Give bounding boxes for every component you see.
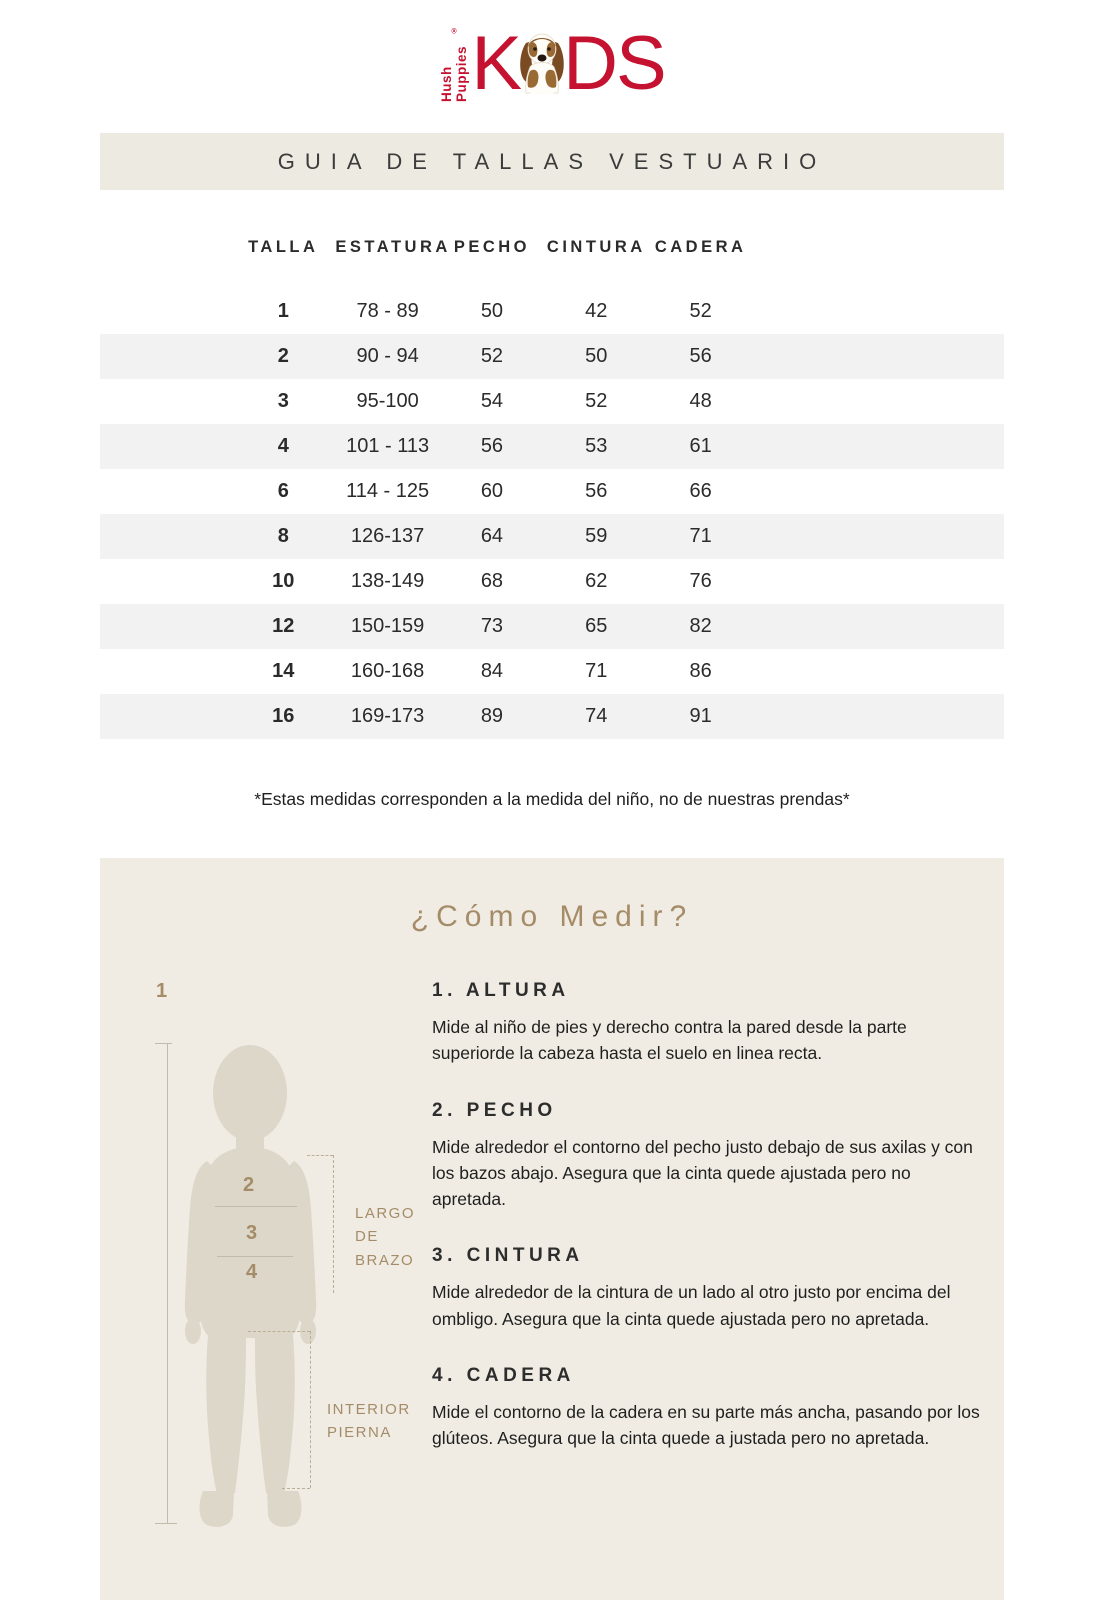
cell-pecho: 50 bbox=[480, 300, 504, 322]
arm-length-label: LARGO DE BRAZO bbox=[355, 1205, 416, 1269]
inseam-line-bottom-cap bbox=[282, 1488, 310, 1489]
cell-cintura: 71 bbox=[585, 660, 608, 682]
table-row bbox=[100, 649, 1004, 694]
cell-pecho: 54 bbox=[480, 390, 504, 412]
waist-marker-3: 3 bbox=[246, 1222, 258, 1244]
step-text: Mide al niño de pies y derecho contra la pared desde la parte superiorde la cabeza hasta el suelo en linea recta. bbox=[432, 1017, 907, 1064]
height-measure-line bbox=[167, 1044, 168, 1523]
child-measurement-figure bbox=[136, 958, 442, 1548]
column-header-cadera: CADERA bbox=[654, 237, 747, 256]
step-pecho bbox=[432, 1100, 980, 1213]
cell-estatura: 95-100 bbox=[356, 390, 419, 412]
height-line-bottom-cap bbox=[155, 1523, 177, 1524]
how-to-measure-section bbox=[100, 858, 1004, 1600]
cell-cadera: 91 bbox=[689, 705, 712, 727]
cell-cintura: 59 bbox=[585, 525, 608, 547]
cell-cintura: 50 bbox=[585, 345, 608, 367]
cell-cintura: 62 bbox=[585, 570, 608, 592]
chest-marker-2: 2 bbox=[243, 1174, 255, 1196]
cell-talla: 14 bbox=[272, 660, 295, 682]
cell-estatura: 101 - 113 bbox=[346, 435, 430, 457]
cell-talla: 3 bbox=[277, 390, 289, 412]
step-heading: 2. PECHO bbox=[432, 1099, 557, 1121]
cell-estatura: 160-168 bbox=[350, 660, 425, 682]
basset-hound-dog-icon bbox=[516, 26, 568, 103]
table-row bbox=[100, 694, 1004, 739]
height-marker-1: 1 bbox=[156, 980, 168, 1002]
cell-cadera: 52 bbox=[689, 300, 712, 322]
cell-talla: 12 bbox=[272, 615, 295, 637]
step-cintura bbox=[432, 1245, 980, 1332]
cell-talla: 1 bbox=[277, 300, 289, 322]
table-row bbox=[100, 559, 1004, 604]
cell-estatura: 78 - 89 bbox=[356, 300, 419, 322]
cell-cintura: 42 bbox=[585, 300, 608, 322]
step-altura bbox=[432, 980, 980, 1067]
cell-talla: 16 bbox=[272, 705, 295, 727]
table-row bbox=[100, 514, 1004, 559]
cell-cadera: 48 bbox=[689, 390, 712, 412]
cell-talla: 2 bbox=[277, 345, 289, 367]
step-text: Mide el contorno de la cadera en su parte más ancha, pasando por los glúteos. Asegura que la cinta quede a justada pero no apretada. bbox=[432, 1401, 980, 1448]
page-title: GUIA DE TALLAS VESTUARIO bbox=[277, 148, 827, 174]
cell-cadera: 82 bbox=[689, 615, 712, 637]
cell-cadera: 71 bbox=[689, 525, 712, 547]
table-row bbox=[100, 424, 1004, 469]
cell-pecho: 68 bbox=[480, 570, 504, 592]
brand-logo bbox=[0, 0, 1104, 108]
step-heading: 1. ALTURA bbox=[432, 980, 570, 1001]
cell-cintura: 52 bbox=[585, 390, 608, 412]
child-silhouette bbox=[183, 1043, 318, 1531]
cell-cadera: 86 bbox=[689, 660, 712, 682]
cell-pecho: 56 bbox=[480, 435, 504, 457]
step-cadera bbox=[432, 1365, 980, 1452]
cell-cintura: 56 bbox=[585, 480, 608, 502]
table-row bbox=[100, 289, 1004, 334]
column-header-estatura: ESTATURA bbox=[335, 237, 451, 256]
column-header-pecho: PECHO bbox=[453, 237, 531, 256]
cell-estatura: 150-159 bbox=[350, 615, 425, 637]
cell-pecho: 73 bbox=[480, 615, 504, 637]
waist-line bbox=[217, 1256, 293, 1257]
cell-cadera: 56 bbox=[689, 345, 712, 367]
table-row bbox=[100, 604, 1004, 649]
table-body bbox=[100, 289, 1004, 739]
cell-pecho: 52 bbox=[480, 345, 504, 367]
inseam-line bbox=[310, 1331, 311, 1488]
cell-estatura: 138-149 bbox=[350, 570, 425, 592]
chest-line bbox=[215, 1206, 297, 1207]
table-row bbox=[100, 379, 1004, 424]
step-heading: 3. CINTURA bbox=[432, 1245, 584, 1267]
measurement-disclaimer: *Estas medidas corresponden a la medida del niño, no de nuestras prendas* bbox=[254, 789, 850, 809]
cell-cadera: 76 bbox=[689, 570, 712, 592]
step-text: Mide alrededor de la cintura de un lado al otro justo por encima del ombligo. Asegura que la cinta quede ajustada pero no apretada. bbox=[432, 1282, 951, 1329]
brand-name: Hush Puppies bbox=[439, 45, 470, 102]
cell-cintura: 74 bbox=[585, 705, 608, 727]
cell-pecho: 89 bbox=[480, 705, 504, 727]
cell-cintura: 53 bbox=[585, 435, 608, 457]
cell-pecho: 64 bbox=[480, 525, 504, 547]
cell-talla: 6 bbox=[277, 480, 289, 502]
cell-cintura: 65 bbox=[585, 615, 608, 637]
cell-talla: 8 bbox=[277, 525, 289, 547]
table-row bbox=[100, 334, 1004, 379]
cell-estatura: 90 - 94 bbox=[356, 345, 419, 367]
size-table bbox=[100, 235, 1004, 739]
cell-estatura: 126-137 bbox=[350, 525, 425, 547]
inseam-label: INTERIOR PIERNA bbox=[327, 1401, 411, 1442]
cell-talla: 4 bbox=[277, 435, 289, 457]
kids-letter-k: K bbox=[471, 21, 521, 106]
column-header-talla: TALLA bbox=[248, 237, 319, 256]
table-header-row bbox=[100, 235, 1004, 259]
cell-pecho: 84 bbox=[480, 660, 504, 682]
cell-cadera: 61 bbox=[689, 435, 712, 457]
arm-length-line-top bbox=[307, 1155, 333, 1156]
column-header-cintura: CINTURA bbox=[546, 237, 646, 256]
how-to-measure-title: ¿Cómo Medir? bbox=[410, 900, 694, 933]
brand-vertical-text bbox=[439, 26, 469, 102]
cell-estatura: 114 - 125 bbox=[346, 480, 430, 502]
height-line-top-cap bbox=[155, 1043, 172, 1044]
cell-pecho: 60 bbox=[480, 480, 504, 502]
measuring-instructions bbox=[432, 980, 980, 1484]
kids-letters-ds: DS bbox=[563, 21, 665, 106]
hip-marker-4: 4 bbox=[246, 1261, 258, 1283]
arm-length-line bbox=[333, 1155, 334, 1293]
step-heading: 4. CADERA bbox=[432, 1364, 575, 1386]
table-row bbox=[100, 469, 1004, 514]
cell-estatura: 169-173 bbox=[350, 705, 425, 727]
step-text: Mide alrededor el contorno del pecho justo debajo de sus axilas y con los bazos abajo. Asegura que la cinta quede ajustada pero no apretada. bbox=[432, 1136, 973, 1209]
cell-talla: 10 bbox=[272, 570, 295, 592]
cell-cadera: 66 bbox=[689, 480, 712, 502]
title-banner bbox=[100, 133, 1004, 190]
registered-mark: ® bbox=[450, 26, 458, 34]
inseam-line-top bbox=[248, 1331, 310, 1332]
